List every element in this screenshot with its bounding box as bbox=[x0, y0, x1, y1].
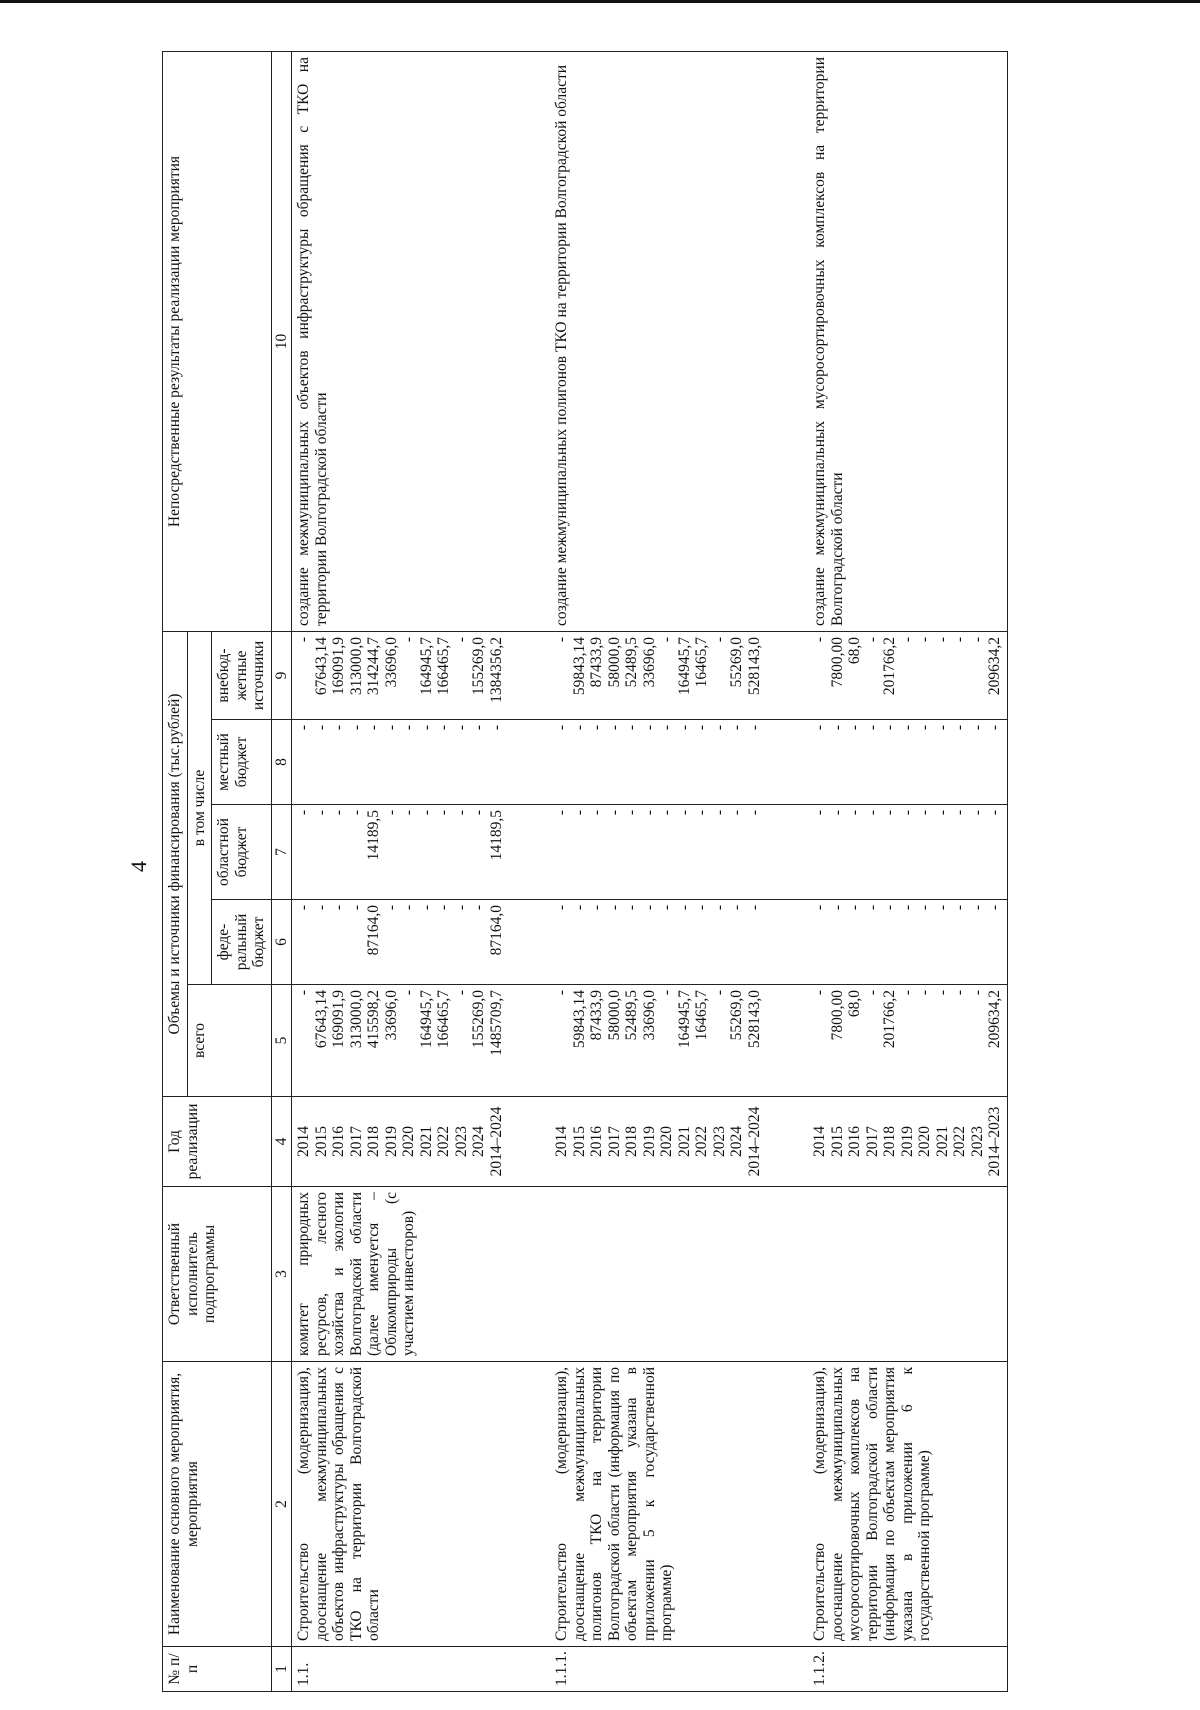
row-offbudget-value: 313000,0 bbox=[347, 637, 365, 696]
row-regional-value: - bbox=[898, 810, 916, 816]
row-years-value: 2014–2023 bbox=[986, 1106, 1003, 1177]
row-years-value: 2015 bbox=[828, 1126, 846, 1157]
row-federal-value: - bbox=[312, 905, 330, 911]
spacer-cell bbox=[508, 985, 550, 1097]
row-years-value: 2015 bbox=[312, 1126, 330, 1157]
row-total-value: 59843,14 bbox=[570, 990, 588, 1049]
row-result: создание межмуниципальных полигонов ТКО на территории Волгоградской области bbox=[550, 52, 766, 632]
row-years-value: 2017 bbox=[863, 1126, 881, 1157]
row-federal-value: - bbox=[951, 905, 968, 911]
row-years-value: 2022 bbox=[951, 1126, 968, 1157]
spacer-cell bbox=[766, 1362, 808, 1647]
row-local bbox=[550, 720, 766, 805]
row-offbudget-value: 164945,7 bbox=[675, 637, 693, 696]
row-local-value: - bbox=[452, 725, 470, 731]
row-federal-value: - bbox=[916, 905, 933, 911]
row-regional-value: - bbox=[570, 810, 588, 816]
row-federal-value: - bbox=[623, 905, 640, 911]
row-offbudget-value: - bbox=[933, 637, 951, 643]
row-executor bbox=[550, 1187, 766, 1362]
row-regional-value: - bbox=[951, 810, 968, 816]
row-years-value: 2014–2024 bbox=[745, 1106, 763, 1177]
row-years-value: 2018 bbox=[365, 1126, 382, 1157]
row-local-value: - bbox=[745, 725, 763, 731]
row-total-value: 55269,0 bbox=[728, 990, 745, 1041]
row-offbudget-value: 209634,2 bbox=[986, 637, 1003, 696]
financing-table bbox=[162, 51, 1008, 1692]
row-federal-value: - bbox=[675, 905, 693, 911]
row-regional-value: - bbox=[330, 810, 347, 816]
row-spacer bbox=[766, 52, 808, 1692]
column-number: 6 bbox=[271, 900, 292, 985]
row-local-value: - bbox=[330, 725, 347, 731]
row-regional-value: - bbox=[553, 810, 570, 816]
row-regional-value: - bbox=[640, 810, 658, 816]
row-local-value: - bbox=[933, 725, 951, 731]
row-years-value: 2020 bbox=[400, 1126, 417, 1157]
row-regional bbox=[550, 805, 766, 900]
row-years-value: 2023 bbox=[710, 1126, 728, 1157]
row-years-value: 2016 bbox=[588, 1126, 605, 1157]
spacer-cell bbox=[508, 1097, 550, 1187]
row-regional bbox=[808, 805, 1007, 900]
row-years-value: 2020 bbox=[916, 1126, 933, 1157]
row-total-value: 67643,14 bbox=[312, 990, 330, 1049]
row-total-value: 155269,0 bbox=[470, 990, 487, 1049]
row-local-value: - bbox=[365, 725, 382, 731]
row-years-value: 2021 bbox=[675, 1126, 693, 1157]
row-years-value: 2019 bbox=[382, 1126, 400, 1157]
row-offbudget-value: 52489,5 bbox=[623, 637, 640, 688]
row-total-value: - bbox=[898, 990, 916, 996]
column-number: 9 bbox=[271, 632, 292, 720]
row-years-value: 2019 bbox=[640, 1126, 658, 1157]
row-regional-value: - bbox=[811, 810, 828, 816]
column-number: 7 bbox=[271, 805, 292, 900]
header-volumes: Объемы и источники финансирования (тыс.рублей) bbox=[163, 632, 188, 1097]
row-federal-value: - bbox=[745, 905, 763, 911]
column-number: 3 bbox=[271, 1187, 292, 1362]
row-offbudget-value: - bbox=[898, 637, 916, 643]
row-number: 1.1. bbox=[292, 1647, 509, 1692]
spacer-cell bbox=[508, 52, 550, 632]
table-row bbox=[808, 52, 1007, 1692]
row-local-value: - bbox=[295, 725, 312, 731]
header-year: Год реализации bbox=[163, 1097, 272, 1187]
spacer-cell bbox=[766, 720, 808, 805]
row-federal-value: - bbox=[933, 905, 951, 911]
row-federal-value: - bbox=[968, 905, 986, 911]
row-local-value: - bbox=[435, 725, 452, 731]
row-regional-value: - bbox=[605, 810, 623, 816]
row-total-value: 415598,2 bbox=[365, 990, 382, 1049]
row-regional-value: 14189,5 bbox=[487, 810, 505, 861]
header-num: № п/п bbox=[163, 1647, 272, 1692]
row-federal-value: - bbox=[382, 905, 400, 911]
row-regional-value: - bbox=[881, 810, 898, 816]
row-offbudget-value: - bbox=[658, 637, 675, 643]
row-total-value: - bbox=[863, 990, 881, 996]
header-name: Наименование основного мероприятия, мероприятия bbox=[163, 1362, 272, 1647]
row-years-value: 2017 bbox=[347, 1126, 365, 1157]
row-name: Строительство (модернизация), дооснащение межмуниципальных объектов инфраструктуры обращения с ТКО на территории Волгоградской области bbox=[292, 1362, 509, 1647]
row-regional-value: - bbox=[675, 810, 693, 816]
row-federal bbox=[808, 900, 1007, 985]
row-local-value: - bbox=[382, 725, 400, 731]
row-federal-value: - bbox=[710, 905, 728, 911]
row-federal-value: - bbox=[452, 905, 470, 911]
row-local-value: - bbox=[811, 725, 828, 731]
header-executor: Ответственный исполнитель подпрограммы bbox=[163, 1187, 272, 1362]
row-total-value: - bbox=[916, 990, 933, 996]
row-federal-value: - bbox=[400, 905, 417, 911]
row-years bbox=[808, 1097, 1007, 1187]
page-number: 4 bbox=[126, 861, 151, 872]
column-number: 10 bbox=[271, 52, 292, 632]
row-federal-value: - bbox=[658, 905, 675, 911]
header-local: местный бюджет bbox=[212, 720, 272, 805]
row-total-value: - bbox=[710, 990, 728, 996]
row-offbudget-value: - bbox=[863, 637, 881, 643]
row-number: 1.1.1. bbox=[550, 1647, 766, 1692]
row-federal-value: - bbox=[846, 905, 863, 911]
row-offbudget-value: 164945,7 bbox=[417, 637, 435, 696]
row-regional bbox=[292, 805, 509, 900]
row-regional-value: - bbox=[693, 810, 710, 816]
row-local-value: - bbox=[968, 725, 986, 731]
column-number: 5 bbox=[271, 985, 292, 1097]
row-total-value: 164945,7 bbox=[417, 990, 435, 1049]
row-offbudget-value: - bbox=[400, 637, 417, 643]
row-total-value: - bbox=[400, 990, 417, 996]
row-federal-value: - bbox=[640, 905, 658, 911]
row-local-value: - bbox=[623, 725, 640, 731]
row-federal-value: - bbox=[728, 905, 745, 911]
row-years-value: 2018 bbox=[623, 1126, 640, 1157]
row-name: Строительство (модернизация), дооснащение межмуниципальных полигонов ТКО на территории Волгоградской области (информация по объектам мероприятия указана в приложении 5 к государственной программе) bbox=[550, 1362, 766, 1647]
row-offbudget-value: - bbox=[553, 637, 570, 643]
row-offbudget-value: 7800,00 bbox=[828, 637, 846, 688]
row-years-value: 2016 bbox=[846, 1126, 863, 1157]
row-total-value: 87433,9 bbox=[588, 990, 605, 1041]
row-offbudget-value: - bbox=[710, 637, 728, 643]
row-local-value: - bbox=[570, 725, 588, 731]
row-total-value: 164945,7 bbox=[675, 990, 693, 1049]
row-federal-value: - bbox=[470, 905, 487, 911]
row-total-value: - bbox=[968, 990, 986, 996]
row-local-value: - bbox=[898, 725, 916, 731]
row-regional-value: - bbox=[846, 810, 863, 816]
row-offbudget-value: 68,0 bbox=[846, 637, 863, 665]
row-years-value: 2022 bbox=[693, 1126, 710, 1157]
row-total-value: 201766,2 bbox=[881, 990, 898, 1049]
column-number-row bbox=[271, 52, 292, 1692]
spacer-cell bbox=[766, 1097, 808, 1187]
row-regional-value: - bbox=[828, 810, 846, 816]
row-total-value: 7800,00 bbox=[828, 990, 846, 1041]
row-executor: комитет природных ресурсов, лесного хозяйства и экологии Волгоградской области (далее именуется – Облкомприроды (с участием инвесторов) bbox=[292, 1187, 509, 1362]
row-regional-value: - bbox=[745, 810, 763, 816]
table-body bbox=[292, 52, 1008, 1692]
row-years-value: 2014–2024 bbox=[487, 1106, 505, 1177]
row-federal-value: - bbox=[693, 905, 710, 911]
row-local-value: - bbox=[487, 725, 505, 731]
row-local-value: - bbox=[605, 725, 623, 731]
spacer-cell bbox=[766, 900, 808, 985]
row-federal-value: - bbox=[863, 905, 881, 911]
row-offbudget-value: 33696,0 bbox=[382, 637, 400, 688]
row-total-value: 58000,0 bbox=[605, 990, 623, 1041]
row-spacer bbox=[508, 52, 550, 1692]
row-total-value: 313000,0 bbox=[347, 990, 365, 1049]
row-offbudget-value: 201766,2 bbox=[881, 637, 898, 696]
header-offbudget: внебюд-жетные источники bbox=[212, 632, 272, 720]
row-offbudget bbox=[808, 632, 1007, 720]
row-result: создание межмуниципальных мусоросортировочных комплексов на территории Волгоградской области bbox=[808, 52, 1007, 632]
row-federal-value: - bbox=[605, 905, 623, 911]
row-total-value: - bbox=[553, 990, 570, 996]
table-row bbox=[550, 52, 766, 1692]
spacer-cell bbox=[766, 985, 808, 1097]
row-regional-value: - bbox=[863, 810, 881, 816]
spacer-cell bbox=[766, 632, 808, 720]
row-total bbox=[292, 985, 509, 1097]
row-years-value: 2022 bbox=[435, 1126, 452, 1157]
row-offbudget-value: - bbox=[951, 637, 968, 643]
row-federal-value: - bbox=[881, 905, 898, 911]
row-total-value: 68,0 bbox=[846, 990, 863, 1018]
row-total-value: - bbox=[452, 990, 470, 996]
row-federal bbox=[550, 900, 766, 985]
spacer-cell bbox=[508, 720, 550, 805]
column-number: 8 bbox=[271, 720, 292, 805]
row-regional-value: - bbox=[588, 810, 605, 816]
row-federal-value: - bbox=[811, 905, 828, 911]
row-local-value: - bbox=[828, 725, 846, 731]
row-years-value: 2024 bbox=[728, 1126, 745, 1157]
spacer-cell bbox=[508, 900, 550, 985]
row-offbudget-value: 33696,0 bbox=[640, 637, 658, 688]
row-offbudget-value: 169091,9 bbox=[330, 637, 347, 696]
row-local-value: - bbox=[553, 725, 570, 731]
row-local-value: - bbox=[916, 725, 933, 731]
header-regional: областной бюджет bbox=[212, 805, 272, 900]
row-federal-value: 87164,0 bbox=[365, 905, 382, 956]
spacer-cell bbox=[766, 1187, 808, 1362]
row-years-value: 2021 bbox=[933, 1126, 951, 1157]
row-total-value: 166465,7 bbox=[435, 990, 452, 1049]
row-total-value: 209634,2 bbox=[986, 990, 1003, 1049]
row-result: создание межмуниципальных объектов инфраструктуры обращения с ТКО на территории Волгоградской области bbox=[292, 52, 509, 632]
row-years-value: 2020 bbox=[658, 1126, 675, 1157]
row-years bbox=[550, 1097, 766, 1187]
row-total-value: 1485709,7 bbox=[487, 990, 505, 1056]
row-regional-value: - bbox=[417, 810, 435, 816]
row-offbudget bbox=[550, 632, 766, 720]
row-years-value: 2016 bbox=[330, 1126, 347, 1157]
header-total: всего bbox=[187, 985, 271, 1097]
row-years-value: 2015 bbox=[570, 1126, 588, 1157]
row-regional-value: - bbox=[728, 810, 745, 816]
row-offbudget-value: 16465,7 bbox=[693, 637, 710, 688]
row-offbudget-value: - bbox=[811, 637, 828, 643]
row-regional-value: - bbox=[623, 810, 640, 816]
row-total-value: 52489,5 bbox=[623, 990, 640, 1041]
row-federal-value: - bbox=[435, 905, 452, 911]
row-total-value: - bbox=[811, 990, 828, 996]
row-number: 1.1.2. bbox=[808, 1647, 1007, 1692]
row-total bbox=[550, 985, 766, 1097]
row-local-value: - bbox=[693, 725, 710, 731]
row-local-value: - bbox=[881, 725, 898, 731]
spacer-cell bbox=[508, 1187, 550, 1362]
row-local-value: - bbox=[347, 725, 365, 731]
row-regional-value: - bbox=[710, 810, 728, 816]
row-federal-value: - bbox=[553, 905, 570, 911]
row-federal-value: - bbox=[295, 905, 312, 911]
row-local-value: - bbox=[675, 725, 693, 731]
spacer-cell bbox=[508, 632, 550, 720]
row-regional-value: - bbox=[470, 810, 487, 816]
row-regional-value: - bbox=[916, 810, 933, 816]
row-offbudget-value: 314244,7 bbox=[365, 637, 382, 696]
row-total-value: - bbox=[658, 990, 675, 996]
row-total-value: 33696,0 bbox=[640, 990, 658, 1041]
row-federal-value: - bbox=[347, 905, 365, 911]
row-total bbox=[808, 985, 1007, 1097]
spacer-cell bbox=[508, 1647, 550, 1692]
row-local-value: - bbox=[588, 725, 605, 731]
row-local bbox=[808, 720, 1007, 805]
spacer-cell bbox=[508, 1362, 550, 1647]
row-offbudget-value: 55269,0 bbox=[728, 637, 745, 688]
row-total-value: - bbox=[951, 990, 968, 996]
row-total-value: - bbox=[295, 990, 312, 996]
row-years-value: 2019 bbox=[898, 1126, 916, 1157]
spacer-cell bbox=[508, 805, 550, 900]
row-offbudget-value: - bbox=[968, 637, 986, 643]
row-total-value: 169091,9 bbox=[330, 990, 347, 1049]
row-federal-value: - bbox=[986, 905, 1003, 911]
row-years-value: 2023 bbox=[968, 1126, 986, 1157]
table-row bbox=[292, 52, 509, 1692]
row-local-value: - bbox=[710, 725, 728, 731]
row-local-value: - bbox=[986, 725, 1003, 731]
row-federal-value: - bbox=[330, 905, 347, 911]
row-federal-value: - bbox=[588, 905, 605, 911]
row-offbudget-value: - bbox=[452, 637, 470, 643]
row-local-value: - bbox=[728, 725, 745, 731]
spacer-cell bbox=[766, 1647, 808, 1692]
row-offbudget-value: 1384356,2 bbox=[487, 637, 505, 703]
header-results: Непосредственные результаты реализации мероприятия bbox=[163, 52, 272, 632]
row-regional-value: - bbox=[968, 810, 986, 816]
row-total-value: 16465,7 bbox=[693, 990, 710, 1041]
row-local-value: - bbox=[951, 725, 968, 731]
header-federal: феде-ральный бюджет bbox=[212, 900, 272, 985]
row-years-value: 2014 bbox=[811, 1126, 828, 1157]
row-federal-value: - bbox=[828, 905, 846, 911]
spacer-cell bbox=[766, 52, 808, 632]
row-years-value: 2021 bbox=[417, 1126, 435, 1157]
row-regional-value: 14189,5 bbox=[365, 810, 382, 861]
row-years-value: 2017 bbox=[605, 1126, 623, 1157]
row-offbudget-value: 166465,7 bbox=[435, 637, 452, 696]
row-offbudget-value: 528143,0 bbox=[745, 637, 763, 696]
row-regional-value: - bbox=[986, 810, 1003, 816]
row-local-value: - bbox=[658, 725, 675, 731]
row-total-value: 528143,0 bbox=[745, 990, 763, 1049]
row-offbudget-value: 155269,0 bbox=[470, 637, 487, 696]
row-regional-value: - bbox=[295, 810, 312, 816]
row-regional-value: - bbox=[452, 810, 470, 816]
row-years-value: 2024 bbox=[470, 1126, 487, 1157]
column-number: 4 bbox=[271, 1097, 292, 1187]
row-offbudget bbox=[292, 632, 509, 720]
row-total-value: 33696,0 bbox=[382, 990, 400, 1041]
column-number: 1 bbox=[271, 1647, 292, 1692]
row-name: Строительство (модернизация), дооснащение межмуниципальных мусоросортировочных комплексов на территории Волгоградской области (информация по объектам мероприятия указана в приложении 6 к государственной программе) bbox=[808, 1362, 1007, 1647]
row-federal bbox=[292, 900, 509, 985]
row-offbudget-value: 58000,0 bbox=[605, 637, 623, 688]
row-offbudget-value: - bbox=[916, 637, 933, 643]
row-offbudget-value: 87433,9 bbox=[588, 637, 605, 688]
row-years bbox=[292, 1097, 509, 1187]
row-offbudget-value: - bbox=[295, 637, 312, 643]
row-years-value: 2023 bbox=[452, 1126, 470, 1157]
table-header bbox=[163, 52, 292, 1692]
row-years-value: 2014 bbox=[553, 1126, 570, 1157]
row-regional-value: - bbox=[312, 810, 330, 816]
row-local-value: - bbox=[846, 725, 863, 731]
row-local-value: - bbox=[312, 725, 330, 731]
row-federal-value: - bbox=[570, 905, 588, 911]
row-local bbox=[292, 720, 509, 805]
row-regional-value: - bbox=[933, 810, 951, 816]
row-regional-value: - bbox=[658, 810, 675, 816]
row-total-value: - bbox=[933, 990, 951, 996]
row-local-value: - bbox=[400, 725, 417, 731]
row-offbudget-value: 67643,14 bbox=[312, 637, 330, 696]
row-years-value: 2014 bbox=[295, 1126, 312, 1157]
row-local-value: - bbox=[863, 725, 881, 731]
row-executor bbox=[808, 1187, 1007, 1362]
row-federal-value: 87164,0 bbox=[487, 905, 505, 956]
column-number: 2 bbox=[271, 1362, 292, 1647]
spacer-cell bbox=[766, 805, 808, 900]
header-including: в том числе bbox=[187, 632, 212, 985]
row-federal-value: - bbox=[898, 905, 916, 911]
row-regional-value: - bbox=[347, 810, 365, 816]
row-offbudget-value: 59843,14 bbox=[570, 637, 588, 696]
row-local-value: - bbox=[470, 725, 487, 731]
row-regional-value: - bbox=[382, 810, 400, 816]
row-local-value: - bbox=[640, 725, 658, 731]
row-regional-value: - bbox=[435, 810, 452, 816]
row-local-value: - bbox=[417, 725, 435, 731]
row-regional-value: - bbox=[400, 810, 417, 816]
row-federal-value: - bbox=[417, 905, 435, 911]
row-years-value: 2018 bbox=[881, 1126, 898, 1157]
